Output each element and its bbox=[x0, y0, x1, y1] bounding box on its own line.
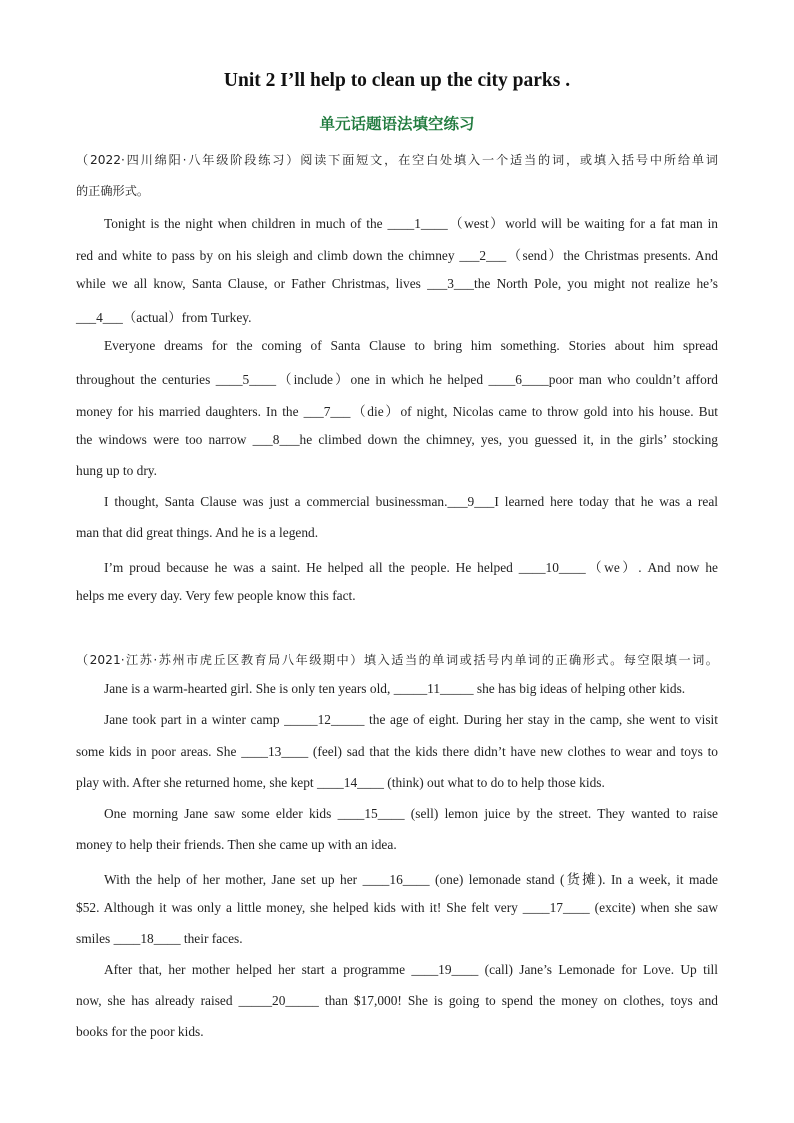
blank-13[interactable]: ____13____ bbox=[241, 744, 309, 759]
passage1-line: hung up to dry. bbox=[76, 463, 157, 478]
blank-16[interactable]: ____16____ bbox=[362, 872, 430, 887]
blank-5[interactable]: ____5____ bbox=[215, 372, 277, 387]
passage2-line: now, she has already raised _____20_____ than $17,000! She is going to spend the money on clothes, toys and bbox=[76, 993, 718, 1008]
section2-source: （2021·江苏·苏州市虎丘区教育局八年级期中）填入适当的单词或括号内单词的正确形式。每空限填一词。 bbox=[76, 653, 718, 667]
passage2-line: Jane is a warm-hearted girl. She is only ten years old, _____11_____ she has big ideas of helping other kids. bbox=[104, 681, 686, 696]
page-title: Unit 2 I’ll help to clean up the city parks . bbox=[223, 70, 571, 91]
section1-source-cont: 的正确形式。 bbox=[76, 184, 150, 198]
passage1-line: while we all know, Santa Clause, or Father Christmas, lives ___3___the North Pole, you might not realize he’s bbox=[76, 276, 719, 291]
passage1-line: red and white to pass by on his sleigh and climb down the chimney ___2___（send）the Christmas presents. And bbox=[76, 248, 718, 263]
blank-6[interactable]: ____6____ bbox=[488, 372, 549, 387]
blank-4[interactable]: ___4___ bbox=[76, 310, 123, 325]
passage2-line: After that, her mother helped her start a programme ____19____ (call) Jane’s Lemonade for Love. Up till bbox=[104, 962, 718, 977]
blank-18[interactable]: ____18____ bbox=[113, 931, 181, 946]
blank-1[interactable]: ____1____ bbox=[387, 216, 448, 231]
passage1-line: throughout the centuries ____5____（include）one in which he helped ____6____poor man who couldn’t afford bbox=[76, 372, 718, 387]
blank-20[interactable]: _____20_____ bbox=[238, 993, 319, 1008]
passage1-line: Tonight is the night when children in much of the ____1____（west）world will be waiting for a fat man in bbox=[104, 216, 718, 231]
blank-8[interactable]: ___8___ bbox=[252, 432, 300, 447]
blank-14[interactable]: ____14____ bbox=[316, 775, 384, 790]
section1-source: （2022·四川绵阳·八年级阶段练习）阅读下面短文，在空白处填入一个适当的词，或填入括号中所给单词 bbox=[76, 153, 718, 167]
blank-17[interactable]: ____17____ bbox=[522, 900, 590, 915]
passage1-line: helps me every day. Very few people know this fact. bbox=[76, 588, 356, 603]
passage2-line: $52. Although it was only a little money, she helped kids with it! She felt very ____17____ (excite) when she saw bbox=[76, 900, 718, 915]
passage1-line: money for his married daughters. In the ___7___（die）of night, Nicolas came to throw gold into his house. But bbox=[76, 404, 718, 419]
blank-19[interactable]: ____19____ bbox=[411, 962, 479, 977]
passage2-line: One morning Jane saw some elder kids ____15____ (sell) lemon juice by the street. They wanted to raise bbox=[104, 806, 718, 821]
blank-11[interactable]: _____11_____ bbox=[393, 681, 474, 696]
passage2-line: smiles ____18____ their faces. bbox=[76, 931, 243, 946]
passage1-line: the windows were too narrow ___8___he climbed down the chimney, yes, you guessed it, in the girls’ stocking bbox=[76, 432, 718, 447]
passage2-line: some kids in poor areas. She ____13____ (feel) sad that the kids there didn’t have new clothes to wear and toys to bbox=[76, 744, 718, 759]
page-subtitle: 单元话题语法填空练习 bbox=[319, 115, 475, 133]
blank-12[interactable]: _____12_____ bbox=[284, 712, 365, 727]
passage1-line: man that did great things. And he is a legend. bbox=[76, 525, 319, 540]
blank-9[interactable]: ___9___ bbox=[447, 494, 495, 509]
passage2-line: play with. After she returned home, she kept ____14____ (think) out what to do to help those kids. bbox=[76, 775, 605, 790]
passage2-line: books for the poor kids. bbox=[76, 1024, 204, 1039]
passage1-line: ___4___（actual）from Turkey. bbox=[76, 310, 252, 325]
passage2-line: Jane took part in a winter camp _____12_____ the age of eight. During her stay in the camp, she went to visit bbox=[104, 712, 718, 727]
passage1-line: I’m proud because he was a saint. He helped all the people. He helped ____10____（we）. And now he bbox=[104, 560, 718, 575]
passage1-line: I thought, Santa Clause was just a commercial businessman.___9___I learned here today that he was a real bbox=[104, 494, 718, 509]
blank-3[interactable]: ___3___ bbox=[427, 276, 474, 291]
blank-10[interactable]: ____10____ bbox=[518, 560, 586, 575]
blank-2[interactable]: ___2___ bbox=[459, 248, 507, 263]
passage2-line: With the help of her mother, Jane set up her ____16____ (one) lemonade stand (货摊). In a week, it made bbox=[104, 872, 718, 887]
blank-15[interactable]: ____15____ bbox=[337, 806, 405, 821]
blank-7[interactable]: ___7___ bbox=[303, 404, 351, 419]
passage2-line: money to help their friends. Then she came up with an idea. bbox=[76, 837, 397, 852]
passage1-line: Everyone dreams for the coming of Santa Clause to bring him something. Stories about him spread bbox=[104, 338, 718, 353]
